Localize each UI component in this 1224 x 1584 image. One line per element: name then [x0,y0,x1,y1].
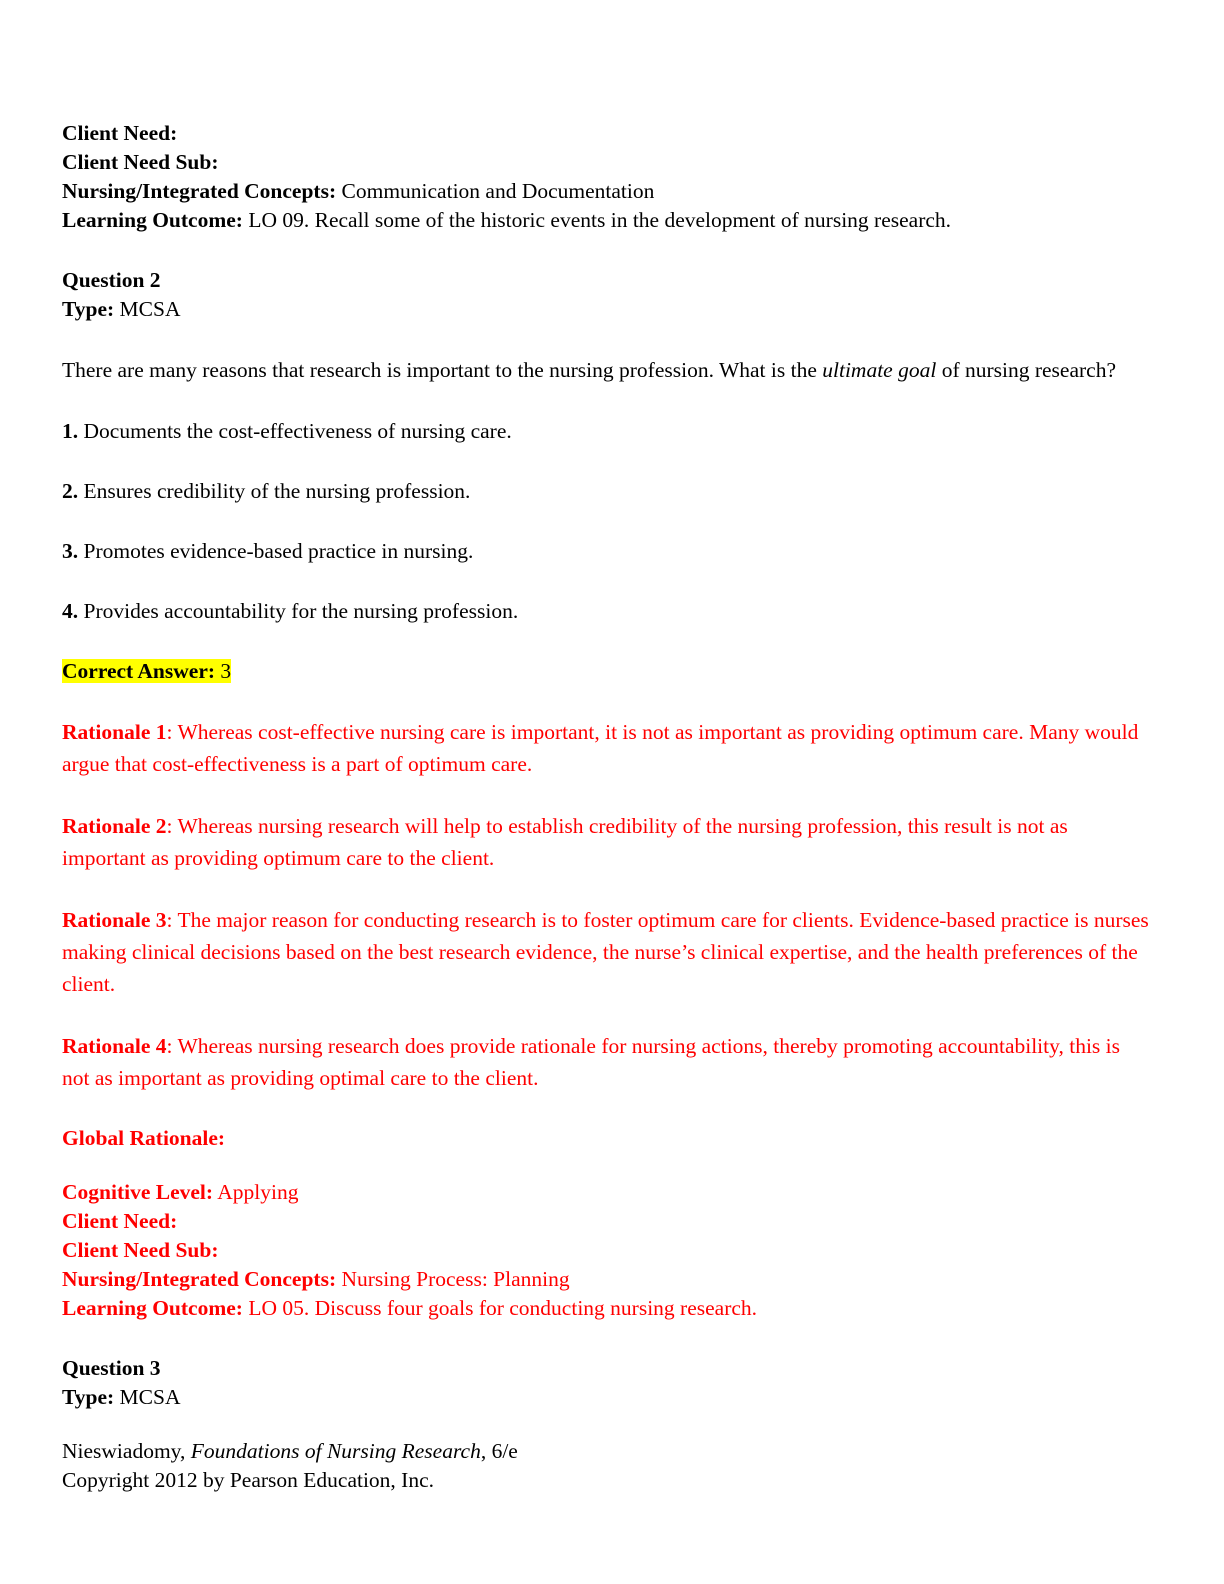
global-rationale: Global Rationale: [62,1126,226,1150]
prev-learning-outcome: Learning Outcome: LO 09. Recall some of the historic events in the development of nursing research. [62,208,952,232]
rationale-4: Rationale 4: Whereas nursing research does provide rationale for nursing actions, thereby promoting accountability, this is not as important as providing optimal care to the client. [62,1034,1121,1090]
page-footer [62,1437,1152,1495]
prev-client-need-sub: Client Need Sub: [62,150,219,174]
correct-answer [62,657,1152,686]
answer-option-2: 2. Ensures credibility of the nursing profession. [62,479,471,503]
rationale-3: Rationale 3: The major reason for conducting research is to foster optimum care for clients. Evidence-based practice is nurses making clinical decisions based on the best research evidence, the nurse’s clinical expertise, and the health preferences of the client. [62,908,1149,996]
question-2-title: Question 2 [62,268,161,292]
document-body [62,119,1152,1412]
integrated-concepts: Nursing/Integrated Concepts: Nursing Process: Planning [62,1267,570,1291]
prev-concepts: Nursing/Integrated Concepts: Communication and Documentation [62,179,655,203]
prev-client-need: Client Need: [62,121,178,145]
rationale-1: Rationale 1: Whereas cost-effective nursing care is important, it is not as important as providing optimum care. Many would argue that cost-effectiveness is a part of optimum care. [62,720,1139,776]
client-need: Client Need: [62,1209,178,1233]
question-3-type: Type: MCSA [62,1385,181,1409]
footer-citation: Nieswiadomy, Foundations of Nursing Research, 6/e [62,1439,518,1463]
correct-answer-highlight: Correct Answer: 3 [62,659,232,683]
client-need-sub: Client Need Sub: [62,1238,219,1262]
answer-option-4: 4. Provides accountability for the nursing profession. [62,599,519,623]
footer-copyright: Copyright 2012 by Pearson Education, Inc. [62,1468,435,1492]
learning-outcome: Learning Outcome: LO 05. Discuss four goals for conducting nursing research. [62,1296,758,1320]
cognitive-level: Cognitive Level: Applying [62,1180,299,1204]
question-3-title: Question 3 [62,1356,161,1380]
answer-option-3: 3. Promotes evidence-based practice in nursing. [62,539,474,563]
question-2-type: Type: MCSA [62,297,181,321]
question-2-stem: There are many reasons that research is important to the nursing profession. What is the ultimate goal of nursing research? [62,358,1116,382]
answer-option-1: 1. Documents the cost-effectiveness of nursing care. [62,419,512,443]
rationale-2: Rationale 2: Whereas nursing research will help to establish credibility of the nursing profession, this result is not as important as providing optimum care to the client. [62,814,1068,870]
